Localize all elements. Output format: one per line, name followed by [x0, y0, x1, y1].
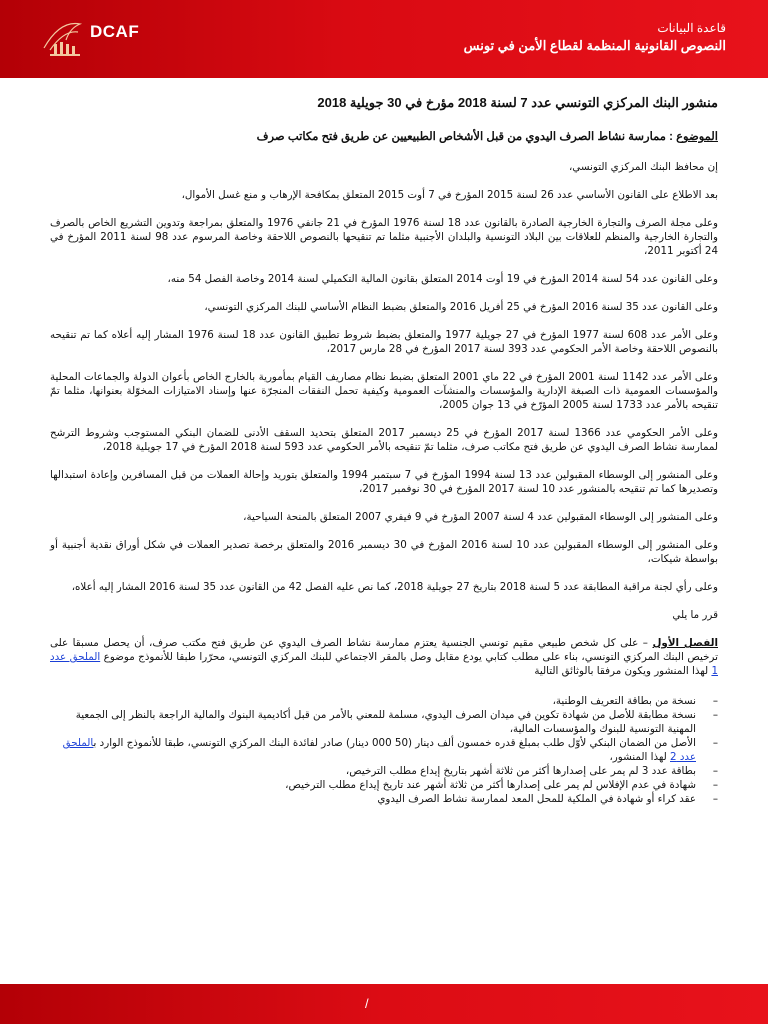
preamble-paragraph: وعلى المنشور إلى الوسطاء المقبولين عدد 13 لسنة 1994 المؤرخ في 7 سبتمبر 1994 والمتعلق بتوريد وإحالة العملات من قبل المسافرين وإعادة استبدالها وتصديرها كما تم تنقيحه بالمنشور عدد 10 لسنة 2017 المؤرخ في 30 نوفمبر 2017، [50, 469, 718, 495]
decision-line: قرر ما يلي [672, 609, 718, 621]
document-title: منشور البنك المركزي التونسي عدد 7 لسنة 2018 مؤرخ في 30 جويلية 2018 [317, 95, 718, 110]
article-1 [50, 636, 718, 678]
annex-1-link[interactable]: الملحق عدد 1 [50, 651, 718, 677]
page-footer [0, 984, 768, 1024]
article-1-text: – على كل شخص طبيعي مقيم تونسي الجنسية يعتزم ممارسة نشاط الصرف اليدوي عن طريق فتح مكتب صرف، أن يحصل مسبقا على ترخيص البنك المركزي التونسي، بناء على مطلب كتابي يودع مقابل وصل بالمقر الاجتماعي للبنك المركزي التونسي، محرّرا طبقا للأنموذج موضوع [50, 637, 718, 663]
page-header [0, 0, 768, 78]
subject-text: : ممارسة نشاط الصرف اليدوي من قبل الأشخاص الطبيعيين عن طريق فتح مكاتب صرف [256, 131, 677, 143]
list-item [50, 764, 718, 778]
preamble-paragraph: وعلى الأمر عدد 1142 لسنة 2001 المؤرخ في 22 ماي 2001 المتعلق بضبط نظام مصاريف القيام بمأمورية بالخارج الخاص بأعوان الدولة والجماعات المحلية والمؤسسات العمومية ذات الصبغة الإدارية والمؤسسات والمنشآت العمومية وكيفية تحمل النفقات المنجرّة عنها وإسناد الامتيازات المخوّلة بعنوانها، مثلما تمّ تنقيحه بالأمر عدد 1733 لسنة 2005 المؤرّخ في 13 جوان 2005، [50, 371, 719, 411]
list-item-text: الأصل من الضمان البنكي لأوّل طلب بمبلغ قدره خمسون ألف دينار (50 000 دينار) صادر لفائدة البنك المركزي التونسي، طبقا للأنموذج الوارد ب [93, 737, 696, 749]
page-marker: / [365, 996, 369, 1011]
required-documents-list [50, 694, 718, 806]
preamble-paragraph: بعد الاطلاع على القانون الأساسي عدد 26 لسنة 2015 المؤرخ في 7 أوت 2015 المتعلق بمكافحة الإرهاب و منع غسل الأموال، [181, 189, 718, 201]
collection-title: النصوص القانونية المنظمة لقطاع الأمن في تونس [463, 38, 726, 53]
list-item-text: بطاقة عدد 3 لم يمر على إصدارها أكثر من ثلاثة أشهر بتاريخ إيداع مطلب الترخيص، [345, 765, 696, 777]
preamble-paragraph: وعلى الأمر عدد 608 لسنة 1977 المؤرخ في 27 جويلية 1977 والمتعلق بضبط شروط تطبيق القانون عدد 18 لسنة 1976 المشار إليه أعلاه كما تم تنقيحه بالنصوص اللاحقة وخاصة الأمر الحكومي عدد 393 لسنة 2017 المؤرخ في 28 مارس 2017، [50, 329, 719, 355]
list-item-text: نسخة من بطاقة التعريف الوطنية، [552, 695, 696, 707]
preamble-paragraph: وعلى مجلة الصرف والتجارة الخارجية الصادرة بالقانون عدد 18 لسنة 1976 المؤرخ في 21 جانفي 1976 والمتعلق بمراجعة وتدوين التشريع الخاص بالصرف والتجارة الخارجية والمنظم للعلاقات بين البلاد التونسية والبلدان الأجنبية مثلما تم تنقيحها بالنصوص اللاحقة وخاصة المرسوم عدد 98 لسنة 2011 المؤرخ في 24 أكتوبر 2011، [50, 217, 718, 257]
list-item [50, 778, 718, 792]
preamble-paragraph: وعلى القانون عدد 54 لسنة 2014 المؤرخ في 19 أوت 2014 المتعلق بقانون المالية التكميلي لسنة 2014 وخاصة الفصل 54 منه، [167, 273, 718, 285]
article-1-label: الفصل الأول [652, 637, 718, 649]
list-item-text: عقد كراء أو شهادة في الملكية للمحل المعد لممارسة نشاط الصرف اليدوي [377, 793, 696, 805]
header-titles [464, 20, 726, 55]
preamble-paragraph: وعلى الأمر الحكومي عدد 1366 لسنة 2017 المؤرخ في 25 ديسمبر 2017 المتعلق بتحديد السقف الأدنى للضمان البنكي المستوجب وشروط الترشح لممارسة نشاط الصرف اليدوي عن طريق فتح مكاتب صرف، مثلما تمّ تنقيحه بالأمر الحكومي عدد 593 لسنة 2018 المؤرخ في 17 جويلية 2018، [50, 427, 718, 453]
preamble-paragraph: وعلى رأي لجنة مراقبة المطابقة عدد 5 لسنة 2018 بتاريخ 27 جويلية 2018، كما نص عليه الفصل 42 من القانون عدد 35 لسنة 2016 المشار إليه أعلاه، [71, 581, 718, 593]
list-item-text: شهادة في عدم الإفلاس لم يمر على إصدارها أكثر من ثلاثة أشهر عند تاريخ إيداع مطلب الترخيص، [285, 779, 696, 791]
article-1-text-end: لهذا المنشور ويكون مرفقا بالوثائق التالية [534, 665, 712, 677]
list-item [50, 736, 718, 764]
document-body [50, 92, 718, 806]
database-label: قاعدة البيانات [657, 21, 726, 35]
annex-2-link[interactable]: الملحق عدد 2 [62, 737, 696, 763]
subject-label: الموضوع [676, 131, 718, 143]
logo-text: DCAF [90, 22, 140, 41]
list-item [50, 694, 718, 708]
preamble-paragraph: إن محافظ البنك المركزي التونسي، [568, 161, 718, 173]
preamble-paragraph: وعلى المنشور إلى الوسطاء المقبولين عدد 4 لسنة 2007 المؤرخ في 9 فيفري 2007 المتعلق بالمنحة السياحية، [243, 511, 718, 523]
list-item [50, 792, 718, 806]
list-item-text-end: لهذا المنشور، [609, 751, 671, 763]
preamble-paragraph: وعلى القانون عدد 35 لسنة 2016 المؤرخ في 25 أفريل 2016 والمتعلق بضبط النظام الأساسي للبنك المركزي التونسي، [204, 301, 718, 313]
list-item-text: نسخة مطابقة للأصل من شهادة تكوين في ميدان الصرف اليدوي، مسلمة للمعني بالأمر من قبل أكاديمية البنوك والمالية الراجعة بالنظر إلى الجمعية المهنية التونسية للبنوك والمؤسسات المالية، [75, 709, 696, 735]
list-item [50, 708, 718, 736]
document-subject [50, 130, 718, 144]
preamble-paragraph: وعلى المنشور إلى الوسطاء المقبولين عدد 10 لسنة 2016 المؤرخ في 30 ديسمبر 2016 والمتعلق برخصة تصدير العملات في شكل أوراق نقدية أجنبية أو بواسطة شيكات، [50, 539, 718, 565]
